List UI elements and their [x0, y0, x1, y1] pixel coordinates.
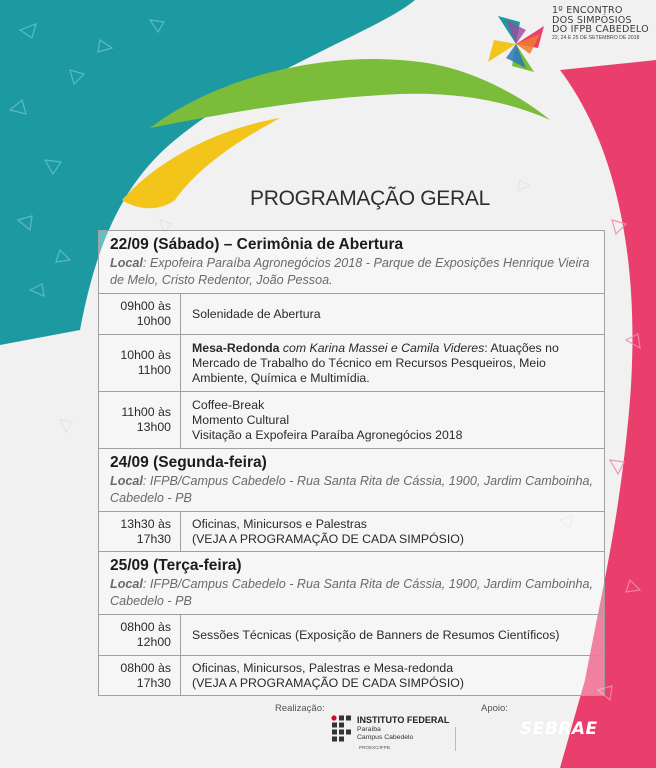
time-start: 10h00 às: [120, 348, 171, 362]
day-header-row: [99, 231, 605, 294]
time-cell: [99, 294, 181, 335]
day-header: [99, 552, 605, 615]
logo-line-2: DOS SIMPÓSIOS: [552, 14, 632, 26]
table-row: [99, 335, 605, 392]
divider: [455, 727, 456, 751]
time-start: 08h00 às: [120, 620, 171, 634]
event-line: (VEJA A PROGRAMAÇÃO DE CADA SIMPÓSIO): [192, 531, 464, 546]
time-end: 12h00: [136, 635, 171, 649]
ifpb-state: Paraíba: [357, 726, 381, 733]
event-line: (VEJA A PROGRAMAÇÃO DE CADA SIMPÓSIO): [192, 675, 464, 690]
time-start: 13h30 às: [120, 516, 171, 531]
logo-line-3: DO IFPB CABEDELO: [552, 24, 649, 36]
event-desc: [181, 294, 605, 335]
time-end: 11h00: [137, 363, 171, 377]
day-header-row: [99, 449, 605, 512]
event-line: Oficinas, Minicursos, Palestras e Mesa-redonda: [192, 660, 454, 675]
time-start: 08h00 às: [120, 660, 171, 675]
event-italic: com Karina Massei e Camila Videres: [279, 340, 485, 355]
event-line: Visitação a Expofeira Paraíba Agronegócios 2018: [192, 427, 463, 442]
location-text: : Expofeira Paraíba Agronegócios 2018 - Parque de Exposições Henrique Vieira de Melo, Cristo Redentor, João Pessoa.: [110, 255, 590, 287]
time-end: 17h30: [136, 531, 171, 546]
event-desc: [181, 656, 605, 696]
event-text: Sessões Técnicas (Exposição de Banners de Resumos Científicos): [192, 627, 560, 642]
event-text: : Atuações no Mercado de Trabalho do Técnico em Recursos Pesqueiros, Meio Ambiente, Química e Multimídia.: [192, 340, 559, 385]
table-row: [99, 294, 605, 335]
local-label: Local: [110, 255, 143, 270]
time-cell: [99, 335, 181, 392]
event-desc: [181, 392, 605, 449]
event-bold: Mesa-Redonda: [192, 340, 280, 355]
day-title: 22/09 (Sábado) – Cerimônia de Abertura: [110, 235, 404, 253]
event-text: Solenidade de Abertura: [192, 306, 321, 321]
pinwheel-icon: [488, 16, 544, 72]
time-start: 09h00 às: [120, 299, 171, 313]
day-location: [110, 256, 590, 287]
ifpb-campus: Campus Cabedelo: [357, 734, 414, 741]
ifpb-proexc: PROEXC/IFPB: [359, 745, 390, 750]
realizacao-label: Realização:: [275, 703, 325, 714]
day-header: [99, 449, 605, 512]
day-header: [99, 231, 605, 294]
logo-line-1: 1º ENCONTRO: [552, 5, 623, 16]
event-line: Momento Cultural: [192, 412, 290, 427]
day-title: 25/09 (Terça-feira): [110, 556, 242, 574]
ifpb-sub: [357, 726, 413, 742]
day-header-row: [99, 552, 605, 615]
table-row: [99, 615, 605, 656]
day-title: 24/09 (Segunda-feira): [110, 453, 267, 471]
time-end: 10h00: [136, 314, 171, 328]
event-line: Oficinas, Minicursos e Palestras: [192, 516, 367, 531]
event-line: Coffee-Break: [192, 397, 265, 412]
event-desc: [181, 512, 605, 552]
day-location: [110, 577, 593, 608]
apoio-label: Apoio:: [481, 703, 508, 714]
table-row: [99, 512, 605, 552]
location-text: : IFPB/Campus Cabedelo - Rua Santa Rita de Cássia, 1900, Jardim Camboinha, Cabedelo - PB: [110, 576, 594, 608]
table-row: [99, 656, 605, 696]
ifpb-name: INSTITUTO FEDERAL: [357, 715, 450, 725]
time-cell: [99, 656, 181, 696]
time-cell: [99, 615, 181, 656]
day-location: [110, 474, 593, 505]
location-text: : IFPB/Campus Cabedelo - Rua Santa Rita de Cássia, 1900, Jardim Camboinha, Cabedelo - PB: [110, 473, 594, 505]
logo-dates: 22, 24 E 25 DE SETEMBRO DE 2018: [552, 34, 640, 41]
local-label: Local: [110, 576, 143, 591]
event-desc: [181, 615, 605, 656]
ifpb-grid-icon: [331, 715, 353, 745]
table-row: [99, 392, 605, 449]
time-cell: [99, 512, 181, 552]
schedule-table: [98, 230, 605, 696]
time-end: 13h00: [136, 420, 171, 434]
time-end: 17h30: [136, 675, 171, 690]
time-cell: [99, 392, 181, 449]
page-title: PROGRAMAÇÃO GERAL: [250, 187, 490, 210]
logo-text: [552, 6, 654, 41]
local-label: Local: [110, 473, 143, 488]
sebrae-logo: SEBRAE: [520, 719, 598, 739]
event-desc: [181, 335, 605, 392]
time-start: 11h00 às: [121, 405, 171, 419]
